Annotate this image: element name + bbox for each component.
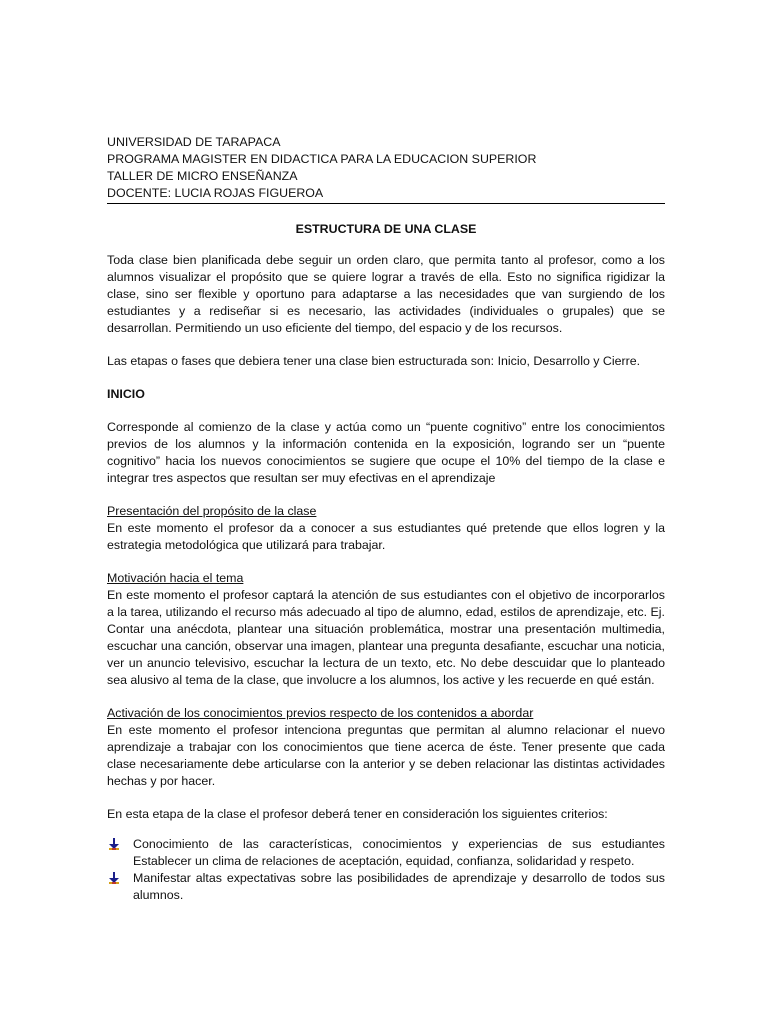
section-proposito [107,503,665,554]
section-heading: Activación de los conocimientos previos respecto de los contenidos a abordar [107,706,534,720]
section-paragraph: En este momento el profesor da a conocer a sus estudiantes qué pretende que ellos logren y la estrategia metodológica que utilizará para trabajar. [107,521,665,552]
criteria-list [107,836,665,904]
inicio-paragraph: Corresponde al comienzo de la clase y actúa como un “puente cognitivo” entre los conocimientos previos de los alumnos y la información contenida en la exposición, logrando ser un “puente cognitivo” hacia los nuevos conocimientos se sugiere que ocupe el 10% del tiempo de la clase e integrar tres aspectos que resultan ser muy efectivas en el aprendizaje [107,420,665,485]
criteria-intro: En esta etapa de la clase el profesor deberá tener en consideración los siguientes criterios: [107,807,608,821]
header-program: PROGRAMA MAGISTER EN DIDACTICA PARA LA EDUCACION SUPERIOR [107,152,537,166]
arrow-bullet-icon [107,837,121,851]
arrow-bullet-icon [107,871,121,885]
list-item-text: Manifestar altas expectativas sobre las posibilidades de aprendizaje y desarrollo de todos sus alumnos. [133,871,665,902]
header-university: UNIVERSIDAD DE TARAPACA [107,135,281,149]
inicio-heading: INICIO [107,387,145,401]
document-page [107,134,665,904]
header-teacher: DOCENTE: LUCIA ROJAS FIGUEROA [107,185,665,204]
section-paragraph: En este momento el profesor intenciona preguntas que permitan al alumno relacionar el nuevo aprendizaje a trabajar con los conocimientos que tiene acerca de éste. Tener presente que cada clase necesariamente debe articularse con la anterior y se deben relacionar las distintas actividades hechas y por hacer. [107,723,665,788]
section-activacion [107,705,665,790]
list-item-text: Conocimiento de las características, conocimientos y experiencias de sus estudiantes Establecer un clima de relaciones de aceptación, equidad, confianza, solidaridad y respeto. [133,837,665,868]
section-heading: Presentación del propósito de la clase [107,504,317,518]
list-item [107,870,665,904]
list-item [107,836,665,870]
section-motivacion [107,570,665,689]
document-title: ESTRUCTURA DE UNA CLASE [295,222,477,236]
section-paragraph: En este momento el profesor captará la atención de sus estudiantes con el objetivo de incorporarlos a la tarea, utilizando el recurso más adecuado al tipo de alumno, edad, estilos de aprendizaje, etc. Ej. Contar una anécdota, plantear una situación problemática, mostrar una presentación multimedia, escuchar una canción, observar una imagen, plantear una pregunta desafiante, escuchar una noticia, ver un anuncio televisivo, escuchar la lectura de un texto, etc. No debe descuidar que lo planteado sea alusivo al tema de la clase, que involucre a los alumnos, los active y les recuerde en qué están. [107,588,665,687]
stages-paragraph: Las etapas o fases que debiera tener una clase bien estructurada son: Inicio, Desarrollo y Cierre. [107,354,641,368]
intro-paragraph: Toda clase bien planificada debe seguir un orden claro, que permita tanto al profesor, como a los alumnos visualizar el propósito que se quiere lograr a través de ella. Esto no significa rigidizar la clase, sino ser flexible y oportuno para adaptarse a las necesidades que van surgiendo de los estudiantes y a rediseñar si es necesario, las actividades (individuales o grupales) que se desarrollan. Permitiendo un uso eficiente del tiempo, del espacio y de los recursos. [107,253,665,335]
document-header [107,134,665,204]
header-workshop: TALLER DE MICRO ENSEÑANZA [107,169,298,183]
section-heading: Motivación hacia el tema [107,571,244,585]
